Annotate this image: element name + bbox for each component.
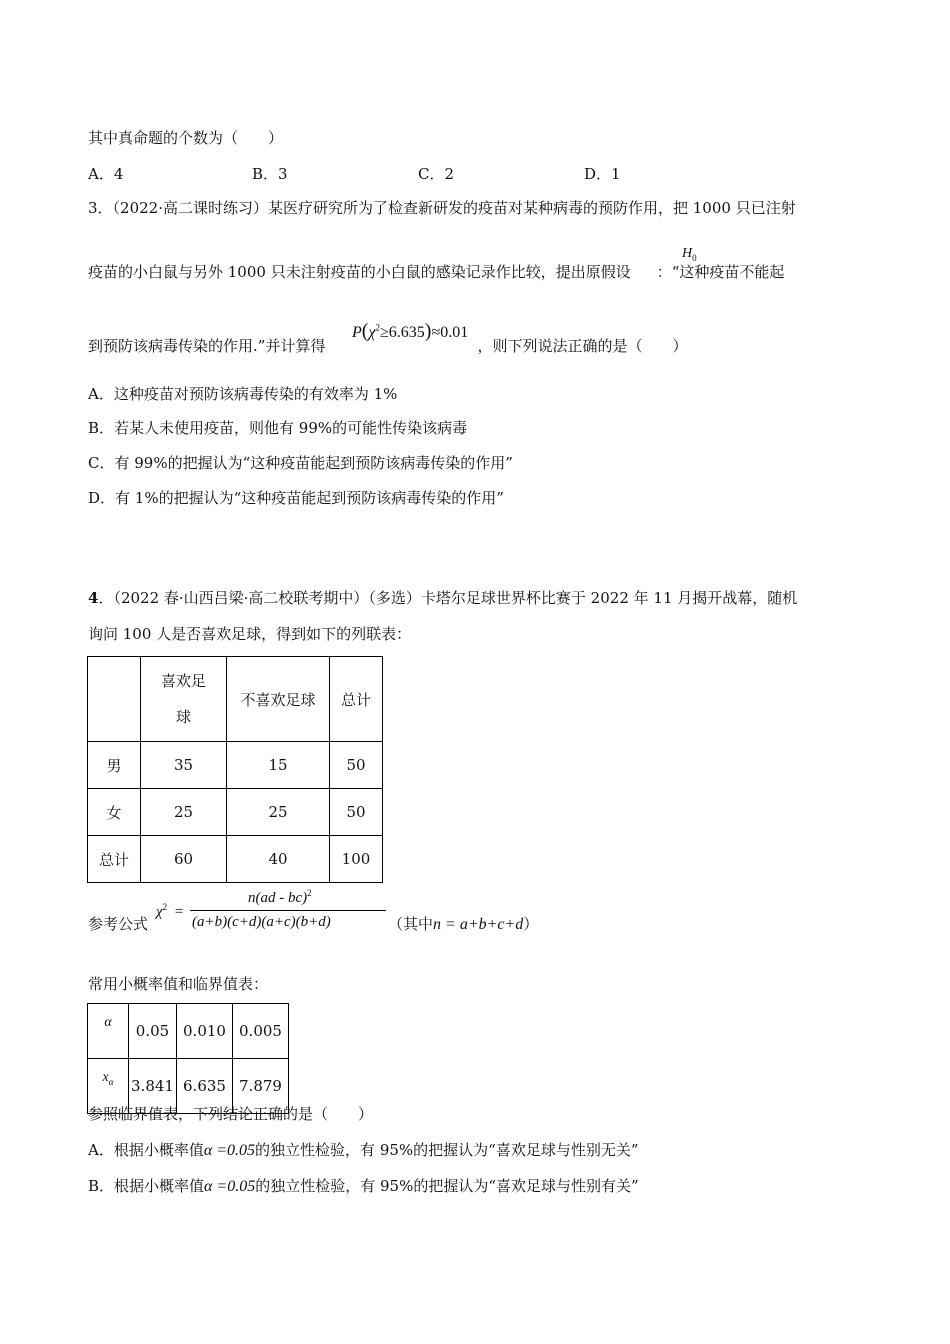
table-cell: 7.879 (233, 1059, 289, 1114)
formula-label: 参考公式 (88, 915, 149, 933)
q2-option-d: D．1 (584, 165, 621, 183)
table-cell: 25 (227, 789, 330, 836)
table-cell: 总计 (88, 836, 141, 883)
alpha-label-cell: α (88, 1004, 129, 1059)
q3-line-2-text-a: 疫苗的小白鼠与另外 1000 只未注射疫苗的小白鼠的感染记录作比较，提出原假设 (88, 263, 631, 281)
contingency-table (87, 656, 383, 883)
table-cell: 0.005 (233, 1004, 289, 1059)
table-cell: 女 (88, 789, 141, 836)
q2-option-c: C．2 (418, 165, 455, 183)
q3-option-d: D．有 1%的把握认为“这种疫苗能起到预防该病毒传染的作用” (88, 489, 504, 507)
table-cell: 50 (330, 789, 383, 836)
table-row (88, 789, 383, 836)
formula-numerator: n(ad - bc)$^2$ (248, 888, 312, 906)
q4-option-a: A．根据小概率值α =0.05的独立性检验，有 95%的把握认为“喜欢足球与性别无关” (88, 1141, 639, 1159)
table-cell: 100 (330, 836, 383, 883)
table-row (88, 657, 383, 742)
x-label-cell: $x_\alpha$ (88, 1059, 129, 1114)
table-cell: 0.010 (177, 1004, 233, 1059)
q2-stem: 其中真命题的个数为（ ） (88, 129, 284, 147)
q3-line-1: 3．（2022·高二课时练习）某医疗研究所为了检查新研发的疫苗对某种病毒的预防作用，把 1000 只已注射 (88, 199, 796, 217)
critical-value-table (87, 1003, 289, 1114)
q4-stem: 参照临界值表，下列结论正确的是（ ） (88, 1105, 374, 1123)
q3-probability-formula: $P(\chi^2\ge 6.635)\approx 0.01$ (352, 320, 469, 342)
q3-option-a: A．这种疫苗对预防该病毒传染的有效率为 1% (88, 385, 398, 403)
table-row (88, 742, 383, 789)
q4-option-b: B．根据小概率值α =0.05的独立性检验，有 95%的把握认为“喜欢足球与性别有关” (88, 1177, 639, 1195)
q3-line-3-text-b: ，则下列说法正确的是（ ） (477, 337, 688, 355)
q3-line-2-text-b: ：“这种疫苗不能起 (656, 263, 785, 281)
q2-option-a: A．4 (88, 165, 124, 183)
table-row (88, 1004, 289, 1059)
critical-table-title: 常用小概率值和临界值表： (88, 975, 269, 993)
table-cell: 50 (330, 742, 383, 789)
table-header-cell: 总计 (330, 657, 383, 742)
table-header-cell: 喜欢足 球 (141, 657, 227, 742)
formula-denominator: (a+b)(c+d)(a+c)(b+d) (192, 914, 331, 930)
table-cell: 3.841 (129, 1059, 177, 1114)
table-cell: 40 (227, 836, 330, 883)
q3-option-b: B．若某人未使用疫苗，则他有 99%的可能性传染该病毒 (88, 419, 468, 437)
table-row (88, 836, 383, 883)
formula-note: （其中n = a+b+c+d） (388, 915, 539, 933)
q4-line-1: 4．（2022 春·山西吕梁·高二校联考期中）（多选）卡塔尔足球世界杯比赛于 2022 年 11 月揭开战幕，随机 (88, 589, 798, 607)
table-cell: 35 (141, 742, 227, 789)
q3-line-3-text-a: 到预防该病毒传染的作用.”并计算得 (88, 337, 326, 355)
table-cell: 60 (141, 836, 227, 883)
q3-option-c: C．有 99%的把握认为“这种疫苗能起到预防该病毒传染的作用” (88, 454, 513, 472)
table-header-cell: 不喜欢足球 (227, 657, 330, 742)
table-cell: 0.05 (129, 1004, 177, 1059)
q3-line-2 (88, 262, 784, 282)
table-cell: 男 (88, 742, 141, 789)
q2-option-b: B．3 (252, 165, 288, 183)
table-cell: 25 (141, 789, 227, 836)
table-cell: 15 (227, 742, 330, 789)
table-cell (88, 657, 141, 742)
table-cell: 6.635 (177, 1059, 233, 1114)
fraction-bar (190, 910, 386, 911)
formula-lhs: $\chi^2$ = (156, 902, 184, 920)
q4-line-2: 询问 100 人是否喜欢足球，得到如下的列联表： (88, 625, 412, 643)
q3-h0-symbol: $H_0$ (682, 246, 697, 263)
